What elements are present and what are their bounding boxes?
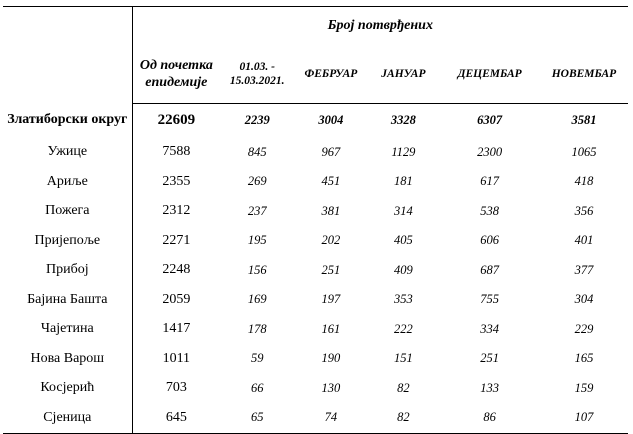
value-cell: 967 bbox=[321, 144, 341, 159]
january-header: ЈАНУАР bbox=[367, 45, 439, 103]
value-cell: 74 bbox=[294, 403, 367, 433]
value-cell: 687 bbox=[480, 262, 500, 277]
value-cell: 405 bbox=[394, 233, 413, 248]
municipality-name: Бајина Башта bbox=[3, 285, 132, 315]
total-cell: 703 bbox=[165, 380, 187, 396]
value-cell: 130 bbox=[321, 380, 341, 395]
value-cell: 156 bbox=[247, 262, 267, 277]
header-empty-cell bbox=[3, 7, 132, 104]
table-row bbox=[3, 103, 628, 138]
december-header: ДЕЦЕМБАР bbox=[439, 45, 540, 103]
november-header: НОВЕМБАР bbox=[540, 45, 628, 103]
total-cell: 2271 bbox=[162, 232, 191, 248]
value-cell: 202 bbox=[321, 233, 341, 248]
total-cell: 7588 bbox=[162, 144, 191, 160]
value-cell: 356 bbox=[574, 203, 594, 218]
value-cell: 161 bbox=[321, 321, 341, 336]
value-cell: 353 bbox=[394, 292, 413, 307]
value-cell: 2239 bbox=[244, 113, 270, 127]
total-cell: 1011 bbox=[162, 350, 191, 366]
value-cell: 304 bbox=[574, 292, 594, 307]
municipality-name: Сјеница bbox=[3, 403, 132, 433]
value-cell: 181 bbox=[394, 174, 413, 189]
value-cell: 165 bbox=[574, 351, 594, 366]
value-cell: 66 bbox=[250, 380, 264, 395]
total-cell: 2312 bbox=[162, 203, 191, 219]
municipality-name: Нова Варош bbox=[3, 344, 132, 374]
district-name: Златиборски округ bbox=[3, 103, 132, 138]
value-cell: 251 bbox=[321, 262, 341, 277]
table-row bbox=[3, 285, 628, 315]
value-cell: 195 bbox=[247, 233, 267, 248]
period-header: 01.03. - 15.03.2021. bbox=[220, 45, 294, 103]
value-cell: 6307 bbox=[477, 113, 503, 127]
value-cell: 107 bbox=[540, 403, 628, 433]
value-cell: 418 bbox=[574, 174, 594, 189]
value-cell: 334 bbox=[480, 321, 500, 336]
value-cell: 82 bbox=[367, 403, 439, 433]
value-cell: 197 bbox=[321, 292, 341, 307]
value-cell: 606 bbox=[480, 233, 500, 248]
table-row bbox=[3, 167, 628, 197]
value-cell: 251 bbox=[480, 351, 500, 366]
table-row bbox=[3, 315, 628, 345]
value-cell: 314 bbox=[394, 203, 413, 218]
total-cell: 1417 bbox=[162, 321, 191, 337]
value-cell: 190 bbox=[321, 351, 341, 366]
value-cell: 3004 bbox=[318, 113, 344, 127]
total-cell: 2059 bbox=[162, 291, 191, 307]
value-cell: 1065 bbox=[571, 144, 597, 159]
total-cell: 2355 bbox=[162, 173, 191, 189]
municipality-name: Пријепоље bbox=[3, 226, 132, 256]
group-header: Број потврђених bbox=[132, 7, 628, 46]
value-cell: 59 bbox=[250, 351, 264, 366]
value-cell: 377 bbox=[574, 262, 594, 277]
total-cell: 2248 bbox=[162, 262, 191, 278]
february-header: ФЕБРУАР bbox=[294, 45, 367, 103]
value-cell: 409 bbox=[394, 262, 413, 277]
value-cell: 222 bbox=[394, 321, 413, 336]
value-cell: 3581 bbox=[571, 113, 597, 127]
value-cell: 845 bbox=[247, 144, 267, 159]
municipality-name: Прибој bbox=[3, 256, 132, 286]
value-cell: 229 bbox=[574, 321, 594, 336]
value-cell: 237 bbox=[247, 203, 267, 218]
since-start-header: Од почетка епидемије bbox=[132, 45, 220, 103]
municipality-name: Косјерић bbox=[3, 374, 132, 404]
table-row bbox=[3, 138, 628, 168]
municipality-name: Ариље bbox=[3, 167, 132, 197]
value-cell: 269 bbox=[247, 174, 267, 189]
table-row bbox=[3, 374, 628, 404]
value-cell: 538 bbox=[480, 203, 500, 218]
value-cell: 178 bbox=[247, 321, 267, 336]
value-cell: 169 bbox=[247, 292, 267, 307]
table-row bbox=[3, 226, 628, 256]
value-cell: 3328 bbox=[390, 113, 416, 127]
value-cell: 133 bbox=[480, 380, 500, 395]
value-cell: 1129 bbox=[391, 144, 416, 159]
table-row bbox=[3, 344, 628, 374]
value-cell: 65 bbox=[220, 403, 294, 433]
value-cell: 86 bbox=[439, 403, 540, 433]
municipality-name: Ужице bbox=[3, 138, 132, 168]
table-row bbox=[3, 197, 628, 227]
value-cell: 82 bbox=[397, 380, 410, 395]
value-cell: 381 bbox=[321, 203, 341, 218]
value-cell: 401 bbox=[574, 233, 594, 248]
value-cell: 2300 bbox=[477, 144, 503, 159]
value-cell: 451 bbox=[321, 174, 341, 189]
value-cell: 617 bbox=[480, 174, 500, 189]
total-cell: 645 bbox=[132, 403, 220, 433]
municipality-name: Чајетина bbox=[3, 315, 132, 345]
value-cell: 755 bbox=[480, 292, 500, 307]
value-cell: 159 bbox=[574, 380, 594, 395]
total-cell: 22609 bbox=[157, 112, 196, 128]
table-row bbox=[3, 256, 628, 286]
value-cell: 151 bbox=[394, 351, 413, 366]
cases-table bbox=[3, 6, 628, 434]
municipality-name: Пожега bbox=[3, 197, 132, 227]
